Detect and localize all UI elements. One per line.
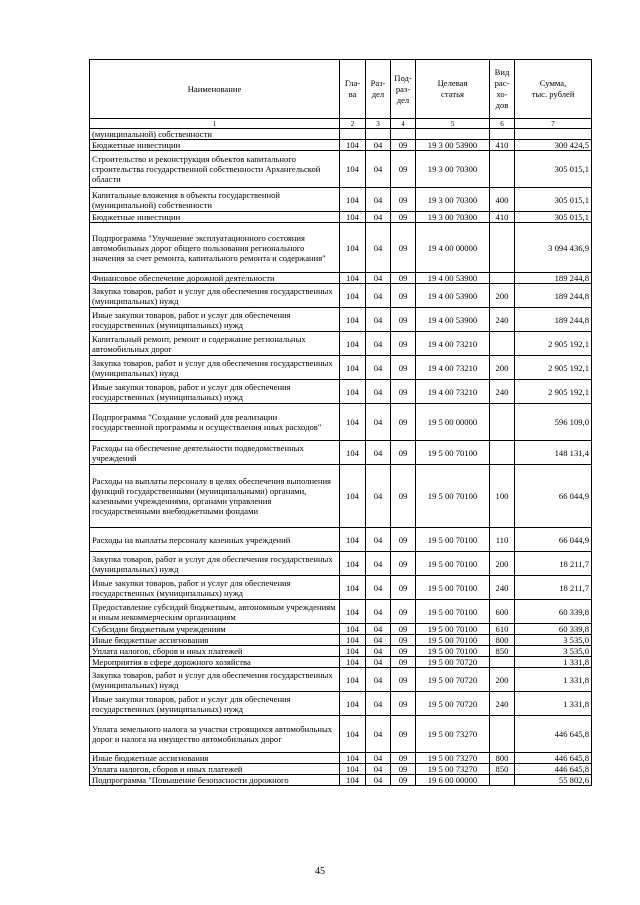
- cell-subsection: 09: [391, 692, 416, 716]
- cell-target: 19 5 00 70720: [416, 668, 490, 692]
- cell-chapter: 104: [340, 657, 366, 668]
- cell-expense-type: [490, 716, 515, 753]
- cell-amount: 446 645,8: [515, 764, 592, 775]
- cell-name: Уплата налогов, сборов и иных платежей: [90, 646, 340, 657]
- cell-expense-type: [490, 441, 515, 465]
- cell-expense-type: 200: [490, 284, 515, 308]
- cell-amount: 2 905 192,1: [515, 380, 592, 404]
- cell-amount: 2 905 192,1: [515, 332, 592, 356]
- cell-amount: 3 535,0: [515, 646, 592, 657]
- cell-subsection: 09: [391, 441, 416, 465]
- budget-table: [89, 59, 592, 786]
- cell-subsection: 09: [391, 284, 416, 308]
- table-row: [90, 441, 592, 465]
- cell-subsection: 09: [391, 753, 416, 764]
- cell-name: Строительство и реконструкция объектов капитального строительства государственной собственности Архангельской области: [90, 151, 340, 188]
- cell-chapter: 104: [340, 764, 366, 775]
- cell-subsection: 09: [391, 332, 416, 356]
- table-row: [90, 212, 592, 223]
- cell-target: 19 3 00 70300: [416, 188, 490, 212]
- table-row: [90, 380, 592, 404]
- cell-amount: 60 339,8: [515, 624, 592, 635]
- column-number: 7: [515, 119, 592, 129]
- cell-amount: 148 131,4: [515, 441, 592, 465]
- cell-chapter: 104: [340, 600, 366, 624]
- cell-target: 19 5 00 73270: [416, 764, 490, 775]
- cell-expense-type: [490, 775, 515, 786]
- cell-expense-type: [490, 657, 515, 668]
- cell-subsection: 09: [391, 151, 416, 188]
- table-row: [90, 600, 592, 624]
- cell-section: 04: [366, 716, 391, 753]
- cell-target: 19 3 00 53900: [416, 140, 490, 151]
- cell-subsection: 09: [391, 635, 416, 646]
- table-row: [90, 552, 592, 576]
- table-row: [90, 692, 592, 716]
- cell-target: 19 5 00 00000: [416, 404, 490, 441]
- table-row: [90, 465, 592, 528]
- cell-name: Уплата налогов, сборов и иных платежей: [90, 764, 340, 775]
- cell-name: (муниципальной) собственности: [90, 129, 340, 140]
- cell-amount: [515, 129, 592, 140]
- cell-name: Капитальный ремонт, ремонт и содержание региональных автомобильных дорог: [90, 332, 340, 356]
- table-row: [90, 332, 592, 356]
- cell-target: [416, 129, 490, 140]
- cell-section: 04: [366, 151, 391, 188]
- table-row: [90, 775, 592, 786]
- cell-section: 04: [366, 576, 391, 600]
- cell-chapter: 104: [340, 552, 366, 576]
- cell-name: Капитальные вложения в объекты государственной (муниципальной) собственности: [90, 188, 340, 212]
- cell-amount: 446 645,8: [515, 716, 592, 753]
- cell-expense-type: 200: [490, 552, 515, 576]
- cell-section: 04: [366, 528, 391, 552]
- cell-name: Расходы на выплаты персоналу в целях обеспечения выполнения функций государственными (муниципальными) органами, казенными учреждениями, органами управления государственными внебюджетными фондами: [90, 465, 340, 528]
- cell-section: 04: [366, 223, 391, 273]
- cell-subsection: 09: [391, 465, 416, 528]
- cell-section: 04: [366, 624, 391, 635]
- cell-section: 04: [366, 273, 391, 284]
- page-number: 45: [315, 866, 325, 877]
- cell-chapter: 104: [340, 668, 366, 692]
- table-row: [90, 151, 592, 188]
- cell-section: 04: [366, 668, 391, 692]
- cell-amount: 189 244,8: [515, 284, 592, 308]
- cell-amount: 305 015,1: [515, 188, 592, 212]
- table-row: [90, 273, 592, 284]
- table-row: [90, 188, 592, 212]
- cell-expense-type: 410: [490, 212, 515, 223]
- cell-section: 04: [366, 775, 391, 786]
- cell-name: Иные бюджетные ассигнования: [90, 753, 340, 764]
- cell-amount: 18 211,7: [515, 552, 592, 576]
- cell-expense-type: [490, 223, 515, 273]
- table-row: [90, 716, 592, 753]
- table-row: [90, 308, 592, 332]
- cell-target: 19 5 00 73270: [416, 753, 490, 764]
- header-subsection: Под- раз- дел: [391, 60, 416, 119]
- table-row: [90, 284, 592, 308]
- cell-chapter: 104: [340, 692, 366, 716]
- cell-subsection: 09: [391, 576, 416, 600]
- cell-amount: 189 244,8: [515, 273, 592, 284]
- cell-expense-type: 850: [490, 646, 515, 657]
- cell-target: 19 5 00 70100: [416, 465, 490, 528]
- cell-section: 04: [366, 465, 391, 528]
- table-row: [90, 404, 592, 441]
- cell-expense-type: [490, 332, 515, 356]
- cell-chapter: 104: [340, 308, 366, 332]
- cell-name: Подпрограмма "Улучшение эксплуатационного состояния автомобильных дорог общего пользования регионального значения за счет ремонта, капитального ремонта и содержания": [90, 223, 340, 273]
- column-number: 3: [366, 119, 391, 129]
- cell-chapter: [340, 129, 366, 140]
- cell-subsection: 09: [391, 716, 416, 753]
- header-section: Раз- дел: [366, 60, 391, 119]
- cell-section: 04: [366, 308, 391, 332]
- cell-subsection: 09: [391, 528, 416, 552]
- header-chapter: Гла- ва: [340, 60, 366, 119]
- cell-expense-type: 110: [490, 528, 515, 552]
- cell-amount: 3 535,0: [515, 635, 592, 646]
- cell-amount: 3 094 436,9: [515, 223, 592, 273]
- cell-section: 04: [366, 552, 391, 576]
- cell-chapter: 104: [340, 635, 366, 646]
- cell-expense-type: 400: [490, 188, 515, 212]
- cell-amount: 2 905 192,1: [515, 356, 592, 380]
- header-expense-type: Вид рас- хо- дов: [490, 60, 515, 119]
- table-row: [90, 576, 592, 600]
- cell-target: 19 6 00 00000: [416, 775, 490, 786]
- cell-target: 19 4 00 53900: [416, 308, 490, 332]
- cell-section: 04: [366, 657, 391, 668]
- cell-subsection: 09: [391, 140, 416, 151]
- cell-target: 19 5 00 70100: [416, 576, 490, 600]
- table-header-row: [90, 60, 592, 119]
- cell-subsection: 09: [391, 764, 416, 775]
- cell-amount: 60 339,8: [515, 600, 592, 624]
- cell-chapter: 104: [340, 212, 366, 223]
- cell-expense-type: 240: [490, 692, 515, 716]
- cell-chapter: 104: [340, 140, 366, 151]
- cell-chapter: 104: [340, 332, 366, 356]
- cell-expense-type: 240: [490, 576, 515, 600]
- cell-name: Предоставление субсидий бюджетным, автономным учреждениям и иным некоммерческим организациям: [90, 600, 340, 624]
- cell-subsection: 09: [391, 380, 416, 404]
- cell-chapter: 104: [340, 441, 366, 465]
- cell-subsection: 09: [391, 273, 416, 284]
- cell-subsection: 09: [391, 188, 416, 212]
- cell-target: 19 5 00 70100: [416, 441, 490, 465]
- cell-chapter: 104: [340, 753, 366, 764]
- cell-expense-type: [490, 151, 515, 188]
- cell-expense-type: 800: [490, 753, 515, 764]
- cell-expense-type: 610: [490, 624, 515, 635]
- table-row: [90, 528, 592, 552]
- cell-subsection: 09: [391, 212, 416, 223]
- column-number: 1: [90, 119, 340, 129]
- cell-chapter: 104: [340, 151, 366, 188]
- cell-amount: 66 044,9: [515, 465, 592, 528]
- cell-target: 19 3 00 70300: [416, 151, 490, 188]
- cell-name: Уплата земельного налога за участки строящихся автомобильных дорог и налога на имущество автомобильных дорог: [90, 716, 340, 753]
- cell-chapter: 104: [340, 356, 366, 380]
- cell-chapter: 104: [340, 624, 366, 635]
- cell-target: 19 5 00 70100: [416, 600, 490, 624]
- cell-subsection: 09: [391, 668, 416, 692]
- cell-name: Иные закупки товаров, работ и услуг для обеспечения государственных (муниципальных) нужд: [90, 308, 340, 332]
- cell-chapter: 104: [340, 273, 366, 284]
- table-row: [90, 764, 592, 775]
- cell-chapter: 104: [340, 284, 366, 308]
- table-row: [90, 668, 592, 692]
- cell-subsection: 09: [391, 657, 416, 668]
- cell-name: Финансовое обеспечение дорожной деятельности: [90, 273, 340, 284]
- cell-subsection: [391, 129, 416, 140]
- cell-section: 04: [366, 332, 391, 356]
- cell-chapter: 104: [340, 775, 366, 786]
- cell-section: [366, 129, 391, 140]
- cell-name: Закупка товаров, работ и услуг для обеспечения государственных (муниципальных) нужд: [90, 284, 340, 308]
- column-number: 5: [416, 119, 490, 129]
- cell-chapter: 104: [340, 576, 366, 600]
- cell-expense-type: [490, 129, 515, 140]
- cell-chapter: 104: [340, 528, 366, 552]
- cell-name: Иные закупки товаров, работ и услуг для обеспечения государственных (муниципальных) нужд: [90, 692, 340, 716]
- table-row: [90, 356, 592, 380]
- cell-subsection: 09: [391, 775, 416, 786]
- cell-section: 04: [366, 692, 391, 716]
- table-row: [90, 129, 592, 140]
- cell-target: 19 4 00 73210: [416, 356, 490, 380]
- cell-target: 19 5 00 70100: [416, 635, 490, 646]
- cell-section: 04: [366, 212, 391, 223]
- header-name: Наименование: [90, 60, 340, 119]
- table-row: [90, 140, 592, 151]
- cell-target: 19 5 00 70100: [416, 624, 490, 635]
- cell-expense-type: 200: [490, 356, 515, 380]
- table-row: [90, 635, 592, 646]
- cell-name: Закупка товаров, работ и услуг для обеспечения государственных (муниципальных) нужд: [90, 668, 340, 692]
- cell-section: 04: [366, 646, 391, 657]
- cell-name: Субсидии бюджетным учреждениям: [90, 624, 340, 635]
- cell-name: Иные закупки товаров, работ и услуг для обеспечения государственных (муниципальных) нужд: [90, 380, 340, 404]
- cell-name: Закупка товаров, работ и услуг для обеспечения государственных (муниципальных) нужд: [90, 552, 340, 576]
- cell-amount: 305 015,1: [515, 151, 592, 188]
- cell-amount: 300 424,5: [515, 140, 592, 151]
- cell-amount: 55 802,6: [515, 775, 592, 786]
- cell-expense-type: 410: [490, 140, 515, 151]
- cell-amount: 1 331,8: [515, 668, 592, 692]
- cell-target: 19 5 00 70720: [416, 657, 490, 668]
- table-row: [90, 646, 592, 657]
- cell-expense-type: 240: [490, 308, 515, 332]
- cell-section: 04: [366, 284, 391, 308]
- cell-chapter: 104: [340, 380, 366, 404]
- cell-section: 04: [366, 753, 391, 764]
- cell-name: Мероприятия в сфере дорожного хозяйства: [90, 657, 340, 668]
- cell-name: Закупка товаров, работ и услуг для обеспечения государственных (муниципальных) нужд: [90, 356, 340, 380]
- table-body: [90, 129, 592, 786]
- cell-name: Иные бюджетные ассигнования: [90, 635, 340, 646]
- cell-expense-type: [490, 404, 515, 441]
- cell-name: Бюджетные инвестиции: [90, 140, 340, 151]
- cell-section: 04: [366, 404, 391, 441]
- cell-expense-type: 600: [490, 600, 515, 624]
- cell-name: Расходы на обеспечение деятельности подведомственных учреждений: [90, 441, 340, 465]
- cell-target: 19 3 00 70300: [416, 212, 490, 223]
- cell-section: 04: [366, 356, 391, 380]
- cell-section: 04: [366, 635, 391, 646]
- cell-section: 04: [366, 441, 391, 465]
- cell-name: Расходы на выплаты персоналу казенных учреждений: [90, 528, 340, 552]
- column-number: 6: [490, 119, 515, 129]
- cell-expense-type: 800: [490, 635, 515, 646]
- cell-amount: 189 244,8: [515, 308, 592, 332]
- cell-subsection: 09: [391, 624, 416, 635]
- cell-target: 19 5 00 70100: [416, 646, 490, 657]
- cell-expense-type: 100: [490, 465, 515, 528]
- cell-section: 04: [366, 140, 391, 151]
- cell-target: 19 5 00 70100: [416, 552, 490, 576]
- cell-name: Подпрограмма "Повышение безопасности дорожного: [90, 775, 340, 786]
- cell-section: 04: [366, 600, 391, 624]
- column-number: 4: [391, 119, 416, 129]
- cell-section: 04: [366, 188, 391, 212]
- cell-amount: 446 645,8: [515, 753, 592, 764]
- cell-name: Бюджетные инвестиции: [90, 212, 340, 223]
- cell-name: Иные закупки товаров, работ и услуг для обеспечения государственных (муниципальных) нужд: [90, 576, 340, 600]
- cell-subsection: 09: [391, 646, 416, 657]
- cell-expense-type: 240: [490, 380, 515, 404]
- cell-chapter: 104: [340, 404, 366, 441]
- header-amount: Сумма, тыс. рублей: [515, 60, 592, 119]
- cell-chapter: 104: [340, 646, 366, 657]
- cell-subsection: 09: [391, 223, 416, 273]
- column-number: 2: [340, 119, 366, 129]
- cell-chapter: 104: [340, 465, 366, 528]
- cell-expense-type: 200: [490, 668, 515, 692]
- cell-amount: 18 211,7: [515, 576, 592, 600]
- cell-target: 19 5 00 70720: [416, 692, 490, 716]
- cell-section: 04: [366, 764, 391, 775]
- cell-expense-type: [490, 273, 515, 284]
- cell-target: 19 4 00 73210: [416, 380, 490, 404]
- cell-amount: 1 331,8: [515, 692, 592, 716]
- cell-amount: 596 109,0: [515, 404, 592, 441]
- cell-amount: 1 331,8: [515, 657, 592, 668]
- cell-target: 19 4 00 53900: [416, 284, 490, 308]
- cell-name: Подпрограмма "Создание условий для реализации государственной программы и осуществления иных расходов": [90, 404, 340, 441]
- cell-target: 19 5 00 73270: [416, 716, 490, 753]
- table-row: [90, 657, 592, 668]
- cell-target: 19 5 00 70100: [416, 528, 490, 552]
- table-row: [90, 223, 592, 273]
- cell-subsection: 09: [391, 552, 416, 576]
- table-row: [90, 624, 592, 635]
- cell-amount: 66 044,9: [515, 528, 592, 552]
- cell-amount: 305 015,1: [515, 212, 592, 223]
- cell-subsection: 09: [391, 600, 416, 624]
- cell-target: 19 4 00 00000: [416, 223, 490, 273]
- cell-chapter: 104: [340, 188, 366, 212]
- column-number-row: [90, 119, 592, 129]
- cell-section: 04: [366, 380, 391, 404]
- cell-subsection: 09: [391, 404, 416, 441]
- header-target: Целевая статья: [416, 60, 490, 119]
- cell-target: 19 4 00 53900: [416, 273, 490, 284]
- cell-chapter: 104: [340, 223, 366, 273]
- cell-expense-type: 850: [490, 764, 515, 775]
- cell-chapter: 104: [340, 716, 366, 753]
- table-row: [90, 753, 592, 764]
- cell-subsection: 09: [391, 308, 416, 332]
- cell-subsection: 09: [391, 356, 416, 380]
- cell-target: 19 4 00 73210: [416, 332, 490, 356]
